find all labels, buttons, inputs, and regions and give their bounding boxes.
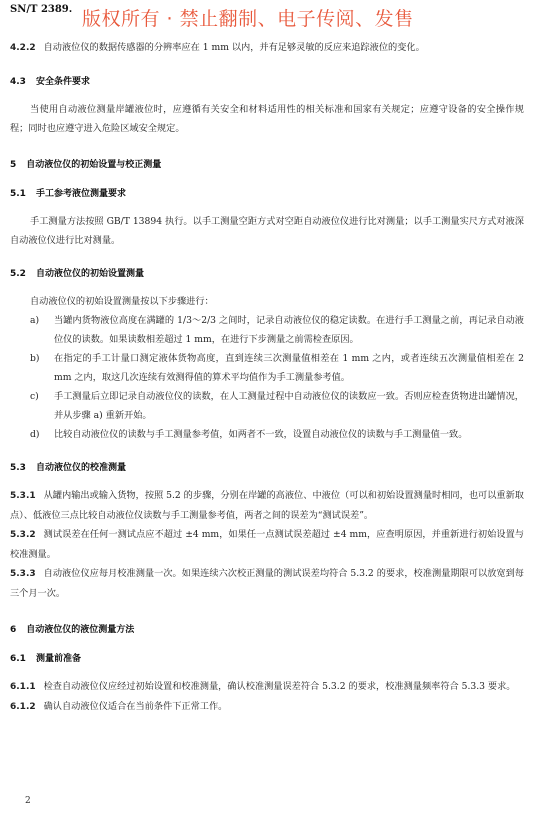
clause-5-3-2 — [10, 525, 524, 564]
section-title: 测量前准备 — [35, 654, 81, 664]
section-number: 5.1 — [10, 189, 26, 199]
list-item-text: 在指定的手工计量口测定液体货物高度，直到连续三次测量值相差在 1 mm 之内，或者连续五次测量值相差在 2 mm 之内，取这几次连续有效测得值的算术平均值作为手工测量参考值。 — [54, 353, 524, 383]
section-5-3-heading — [10, 460, 524, 473]
clause-5-3-1 — [10, 486, 524, 525]
section-title: 自动液位仪的液位测量方法 — [26, 625, 135, 635]
list-marker: b) — [30, 353, 40, 364]
clause-number: 5.3.3 — [10, 569, 36, 579]
paragraph-5-1: 手工测量方法按照 GB/T 13894 执行。以手工测量空距方式对空距自动液位仪进行比对测量；以手工测量实尺方式对液深自动液位仪进行比对测量。 — [10, 216, 524, 246]
section-number: 5.3 — [10, 463, 26, 473]
clause-number: 4.2.2 — [10, 43, 36, 53]
list-item-text: 当罐内货物液位高度在满罐的 1/3～2/3 之间时，记录自动液位仪的稳定读数。在进行手工测量之前，再记录自动液位仪的读数。如果读数相差超过 1 mm，在进行下步测量之前需检查原因。 — [54, 315, 524, 345]
paragraph-4-3: 当使用自动液位测量岸罐液位时，应遵循有关安全和材料适用性的相关标准和国家有关规定；应遵守设备的安全操作规程；同时也应遵守进入危险区域安全规定。 — [10, 104, 524, 134]
standard-number: SN/T 2389. — [10, 4, 73, 15]
paragraph-5-2: 自动液位仪的初始设置测量按以下步骤进行： — [30, 296, 214, 307]
section-4-3-heading — [10, 74, 524, 87]
clause-6-1-2 — [10, 697, 524, 717]
section-title: 自动液位仪的初始设置测量 — [35, 269, 144, 279]
section-title: 自动液位仪的初始设置与校正测量 — [26, 160, 162, 170]
clause-text: 自动液位仪的数据传感器的分辨率应在 1 mm 以内，并有足够灵敏的反应来追踪液位的变化。 — [43, 42, 425, 53]
page-number: 2 — [25, 796, 31, 806]
clause-5-3-3 — [10, 564, 524, 603]
clause-number: 5.3.1 — [10, 491, 36, 501]
section-5-heading — [10, 157, 524, 170]
section-number: 6.1 — [10, 654, 26, 664]
list-marker: a) — [30, 315, 40, 326]
list-item — [10, 311, 524, 349]
clause-text: 自动液位仪应每月校准测量一次。如果连续六次校正测量的测试误差均符合 5.3.2 的要求，校准测量期限可以放宽到每三个月一次。 — [10, 568, 524, 599]
section-number: 6 — [10, 625, 17, 635]
clause-number: 6.1.1 — [10, 682, 36, 692]
list-item-text: 比较自动液位仪的读数与手工测量参考值，如两者不一致，设置自动液位仪的读数与手工测量值一致。 — [54, 429, 468, 440]
clause-number: 6.1.2 — [10, 702, 36, 712]
section-5-1-heading — [10, 186, 524, 199]
clause-text: 测试误差在任何一测试点应不超过 ±4 mm，如果任一点测试误差超过 ±4 mm，应查明原因，并重新进行初始设置与校准测量。 — [10, 529, 524, 560]
section-6-1-heading — [10, 651, 524, 664]
list-marker: c) — [30, 391, 39, 402]
section-title: 安全条件要求 — [35, 77, 90, 87]
section-number: 5 — [10, 160, 17, 170]
clause-text: 从罐内输出或输入货物，按照 5.2 的步骤，分别在岸罐的高液位、中液位（可以和初始设置测量时相同，也可以重新取点）、低液位三点比较自动液位仪读数与手工测量参考值，两者之间的误差为“测试误差”。 — [10, 490, 524, 521]
clause-6-1-1 — [10, 677, 524, 697]
list-marker: d) — [30, 429, 40, 440]
section-title: 自动液位仪的校准测量 — [35, 463, 126, 473]
section-5-2-heading — [10, 266, 524, 279]
clause-number: 5.3.2 — [10, 530, 36, 540]
section-number: 5.2 — [10, 269, 26, 279]
list-item-text: 手工测量后立即记录自动液位仪的读数，在人工测量过程中自动液位仪的读数应一致。否则应检查货物进出罐情况，并从步骤 a) 重新开始。 — [54, 391, 524, 421]
list-item — [10, 349, 524, 387]
clause-text: 检查自动液位仪应经过初始设置和校准测量，确认校准测量误差符合 5.3.2 的要求，校准测量频率符合 5.3.3 要求。 — [43, 681, 516, 692]
section-number: 4.3 — [10, 77, 26, 87]
document-body — [10, 38, 524, 717]
section-title: 手工参考液位测量要求 — [35, 189, 126, 199]
copyright-watermark: 版权所有 · 禁止翻制、电子传阅、发售 — [82, 8, 414, 30]
section-6-heading — [10, 622, 524, 635]
list-item — [10, 387, 524, 425]
list-item — [10, 425, 524, 444]
clause-text: 确认自动液位仪适合在当前条件下正常工作。 — [43, 701, 228, 712]
clause-4-2-2 — [10, 38, 524, 58]
